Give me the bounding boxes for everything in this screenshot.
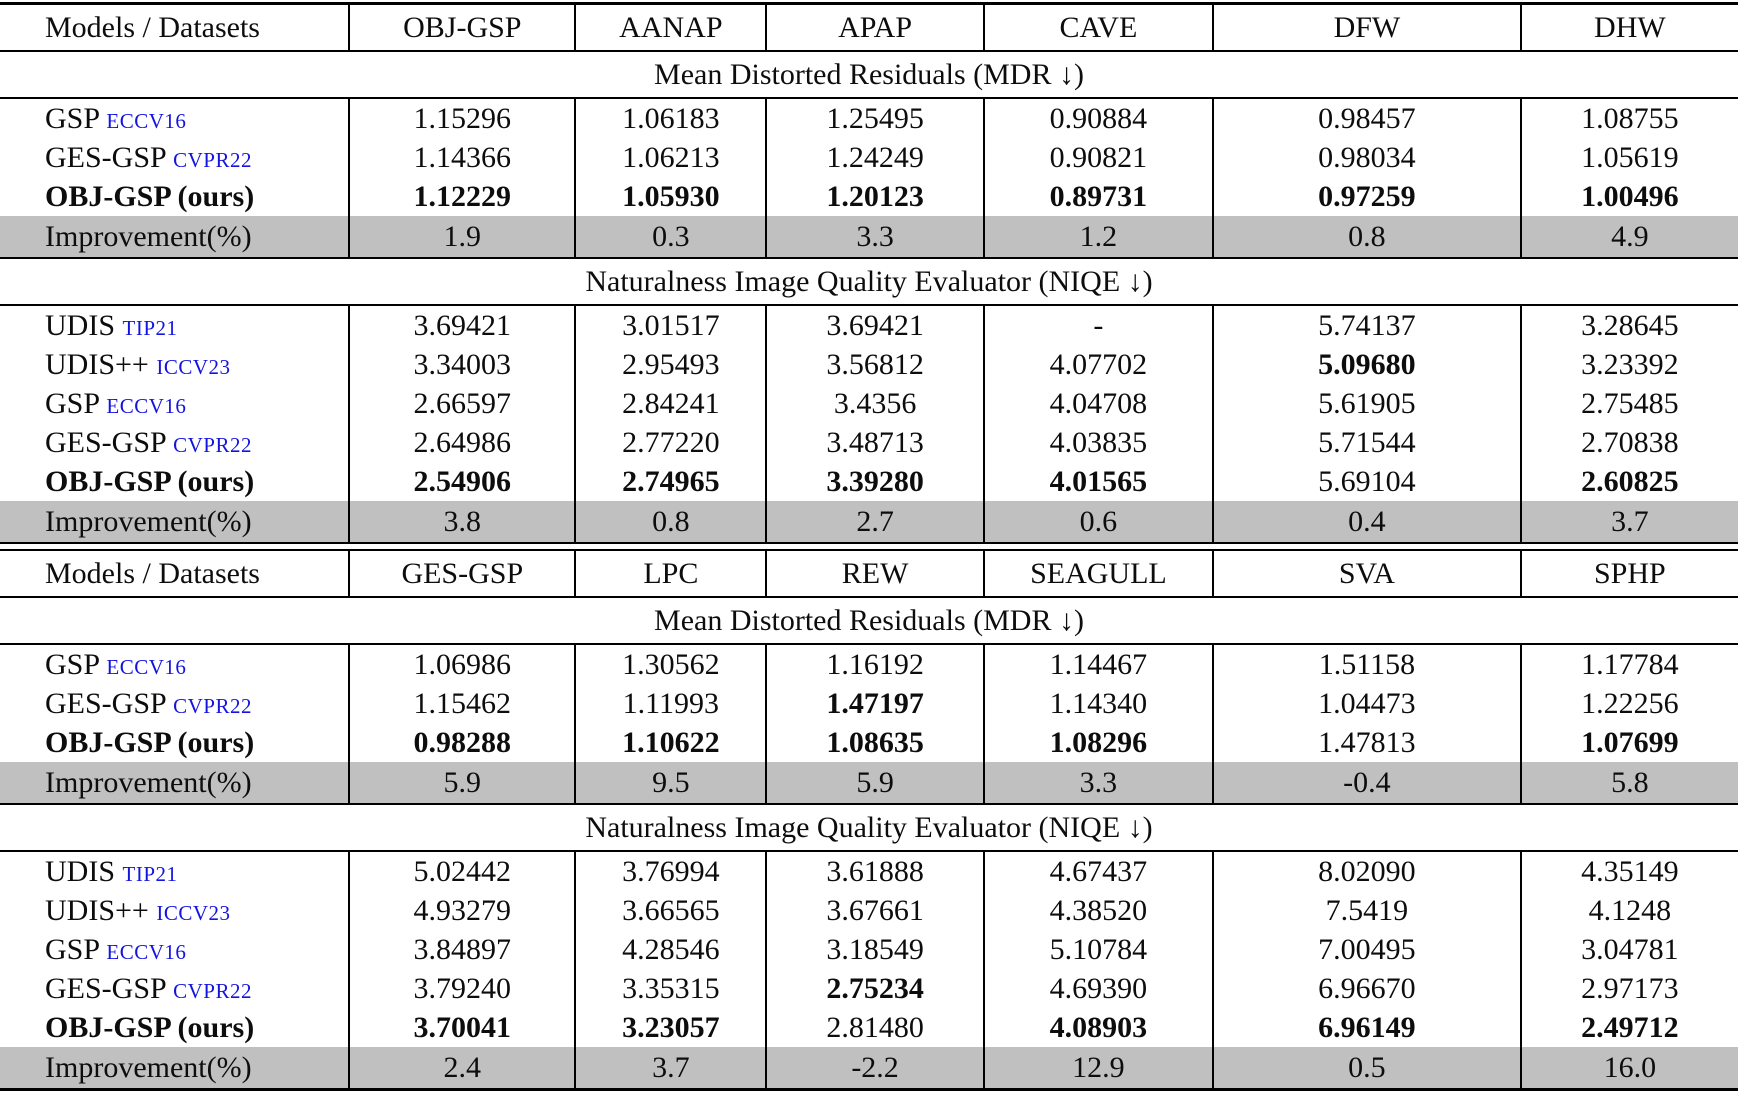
metric-value: 4.35149 bbox=[1521, 851, 1738, 891]
model-cell bbox=[0, 98, 349, 138]
metric-value: 1.47197 bbox=[766, 684, 983, 723]
model-cell bbox=[0, 305, 349, 345]
improvement-value: -2.2 bbox=[766, 1047, 983, 1090]
metric-value: 1.11993 bbox=[575, 684, 766, 723]
model-name: GSP bbox=[45, 647, 99, 681]
metric-value: 1.04473 bbox=[1213, 684, 1521, 723]
metric-value: 4.1248 bbox=[1521, 891, 1738, 930]
metric-value: 1.17784 bbox=[1521, 644, 1738, 684]
metric-value: 1.07699 bbox=[1521, 723, 1738, 762]
metric-value: 3.76994 bbox=[575, 851, 766, 891]
improvement-value: 4.9 bbox=[1521, 216, 1738, 258]
metric-value: 3.35315 bbox=[575, 969, 766, 1008]
metric-value: 1.12229 bbox=[349, 177, 575, 216]
venue-tag: ICCV23 bbox=[156, 900, 231, 925]
model-name: UDIS++ bbox=[45, 347, 149, 381]
venue-tag: ICCV23 bbox=[156, 354, 231, 379]
table-row bbox=[0, 98, 1738, 138]
metric-value: 0.98457 bbox=[1213, 98, 1521, 138]
improvement-row bbox=[0, 762, 1738, 804]
model-name: GSP bbox=[45, 932, 99, 966]
model-cell bbox=[0, 723, 349, 762]
metric-value: 3.28645 bbox=[1521, 305, 1738, 345]
metric-value: 3.23392 bbox=[1521, 345, 1738, 384]
metric-value: 3.01517 bbox=[575, 305, 766, 345]
model-cell bbox=[0, 891, 349, 930]
metric-value: 1.16192 bbox=[766, 644, 983, 684]
improvement-value: 0.3 bbox=[575, 216, 766, 258]
metric-value: 3.70041 bbox=[349, 1008, 575, 1047]
section-title-row bbox=[0, 597, 1738, 644]
metric-value: 2.64986 bbox=[349, 423, 575, 462]
venue-tag: TIP21 bbox=[122, 315, 178, 340]
improvement-value: 3.7 bbox=[575, 1047, 766, 1090]
venue-tag: ECCV16 bbox=[106, 654, 187, 679]
table-row bbox=[0, 384, 1738, 423]
table-row bbox=[0, 177, 1738, 216]
metric-value: 3.34003 bbox=[349, 345, 575, 384]
metric-value: 1.47813 bbox=[1213, 723, 1521, 762]
metric-value: 1.05930 bbox=[575, 177, 766, 216]
metric-value: 3.4356 bbox=[766, 384, 983, 423]
table-row bbox=[0, 345, 1738, 384]
improvement-value: 3.7 bbox=[1521, 501, 1738, 543]
venue-tag: CVPR22 bbox=[173, 693, 252, 718]
venue-tag: ECCV16 bbox=[106, 939, 187, 964]
column-header: DHW bbox=[1521, 4, 1738, 52]
metric-value: 1.30562 bbox=[575, 644, 766, 684]
metric-value: 3.23057 bbox=[575, 1008, 766, 1047]
model-cell bbox=[0, 177, 349, 216]
metric-value: - bbox=[984, 305, 1213, 345]
metric-value: 4.08903 bbox=[984, 1008, 1213, 1047]
metric-value: 1.14366 bbox=[349, 138, 575, 177]
metric-value: 1.08755 bbox=[1521, 98, 1738, 138]
header-row bbox=[0, 4, 1738, 52]
venue-tag: CVPR22 bbox=[173, 432, 252, 457]
metric-value: 4.28546 bbox=[575, 930, 766, 969]
venue-tag: CVPR22 bbox=[173, 147, 252, 172]
venue-tag: ECCV16 bbox=[106, 108, 187, 133]
improvement-value: 0.4 bbox=[1213, 501, 1521, 543]
metric-value: 1.10622 bbox=[575, 723, 766, 762]
metric-value: 2.70838 bbox=[1521, 423, 1738, 462]
column-header: REW bbox=[766, 550, 983, 597]
model-cell bbox=[0, 138, 349, 177]
improvement-value: 12.9 bbox=[984, 1047, 1213, 1090]
metric-value: 1.05619 bbox=[1521, 138, 1738, 177]
column-header: CAVE bbox=[984, 4, 1213, 52]
metric-value: 6.96149 bbox=[1213, 1008, 1521, 1047]
comparison-table-2 bbox=[0, 549, 1738, 1091]
table-row bbox=[0, 851, 1738, 891]
comparison-table-1 bbox=[0, 2, 1738, 544]
metric-value: 8.02090 bbox=[1213, 851, 1521, 891]
improvement-label: Improvement(%) bbox=[0, 501, 349, 543]
metric-value: 2.66597 bbox=[349, 384, 575, 423]
metric-value: 4.03835 bbox=[984, 423, 1213, 462]
metric-value: 4.93279 bbox=[349, 891, 575, 930]
metric-value: 0.90884 bbox=[984, 98, 1213, 138]
metric-value: 1.20123 bbox=[766, 177, 983, 216]
metric-value: 4.69390 bbox=[984, 969, 1213, 1008]
column-header: GES-GSP bbox=[349, 550, 575, 597]
metric-value: 3.48713 bbox=[766, 423, 983, 462]
metric-value: 2.75485 bbox=[1521, 384, 1738, 423]
metric-value: 5.61905 bbox=[1213, 384, 1521, 423]
improvement-value: 5.8 bbox=[1521, 762, 1738, 804]
model-cell bbox=[0, 1008, 349, 1047]
column-header: LPC bbox=[575, 550, 766, 597]
improvement-value: 2.7 bbox=[766, 501, 983, 543]
metric-value: 3.61888 bbox=[766, 851, 983, 891]
metric-value: 4.67437 bbox=[984, 851, 1213, 891]
metric-value: 2.97173 bbox=[1521, 969, 1738, 1008]
column-header: AANAP bbox=[575, 4, 766, 52]
column-header: SPHP bbox=[1521, 550, 1738, 597]
improvement-label: Improvement(%) bbox=[0, 762, 349, 804]
metric-value: 2.84241 bbox=[575, 384, 766, 423]
improvement-value: 16.0 bbox=[1521, 1047, 1738, 1090]
improvement-value: 1.9 bbox=[349, 216, 575, 258]
improvement-value: 5.9 bbox=[349, 762, 575, 804]
model-cell bbox=[0, 684, 349, 723]
metric-value: 2.54906 bbox=[349, 462, 575, 501]
improvement-row bbox=[0, 501, 1738, 543]
model-name: OBJ-GSP (ours) bbox=[45, 725, 255, 759]
model-name: GES-GSP bbox=[45, 140, 166, 174]
improvement-value: 5.9 bbox=[766, 762, 983, 804]
metric-value: 2.95493 bbox=[575, 345, 766, 384]
column-header: DFW bbox=[1213, 4, 1521, 52]
metric-value: 5.09680 bbox=[1213, 345, 1521, 384]
model-name: OBJ-GSP (ours) bbox=[45, 464, 255, 498]
improvement-row bbox=[0, 1047, 1738, 1090]
model-name: UDIS bbox=[45, 854, 116, 888]
metric-value: 1.06213 bbox=[575, 138, 766, 177]
metric-value: 3.39280 bbox=[766, 462, 983, 501]
corner-header: Models / Datasets bbox=[0, 550, 349, 597]
improvement-value: 3.3 bbox=[766, 216, 983, 258]
improvement-value: 1.2 bbox=[984, 216, 1213, 258]
metric-value: 5.69104 bbox=[1213, 462, 1521, 501]
improvement-value: 3.8 bbox=[349, 501, 575, 543]
model-name: OBJ-GSP (ours) bbox=[45, 1010, 255, 1044]
model-name: GSP bbox=[45, 386, 99, 420]
metric-value: 1.51158 bbox=[1213, 644, 1521, 684]
table-row bbox=[0, 723, 1738, 762]
model-name: GSP bbox=[45, 101, 99, 135]
improvement-value: 0.8 bbox=[575, 501, 766, 543]
metric-value: 3.56812 bbox=[766, 345, 983, 384]
model-name: GES-GSP bbox=[45, 425, 166, 459]
model-name: UDIS++ bbox=[45, 893, 149, 927]
improvement-label: Improvement(%) bbox=[0, 1047, 349, 1090]
metric-value: 4.01565 bbox=[984, 462, 1213, 501]
metric-value: 3.79240 bbox=[349, 969, 575, 1008]
section-title: Naturalness Image Quality Evaluator (NIQE ↓) bbox=[0, 804, 1738, 851]
improvement-value: 9.5 bbox=[575, 762, 766, 804]
metric-value: 2.60825 bbox=[1521, 462, 1738, 501]
improvement-value: 0.5 bbox=[1213, 1047, 1521, 1090]
venue-tag: ECCV16 bbox=[106, 393, 187, 418]
model-cell bbox=[0, 851, 349, 891]
model-name: GES-GSP bbox=[45, 971, 166, 1005]
model-name: OBJ-GSP (ours) bbox=[45, 179, 255, 213]
metric-value: 3.67661 bbox=[766, 891, 983, 930]
column-header: OBJ-GSP bbox=[349, 4, 575, 52]
metric-value: 1.06183 bbox=[575, 98, 766, 138]
model-cell bbox=[0, 384, 349, 423]
metric-value: 1.08296 bbox=[984, 723, 1213, 762]
metric-value: 1.22256 bbox=[1521, 684, 1738, 723]
table-row bbox=[0, 1008, 1738, 1047]
metric-value: 2.77220 bbox=[575, 423, 766, 462]
metric-value: 0.97259 bbox=[1213, 177, 1521, 216]
corner-header: Models / Datasets bbox=[0, 4, 349, 52]
metric-value: 2.74965 bbox=[575, 462, 766, 501]
section-title-row bbox=[0, 258, 1738, 305]
metric-value: 1.14340 bbox=[984, 684, 1213, 723]
metric-value: 3.69421 bbox=[349, 305, 575, 345]
metric-value: 3.18549 bbox=[766, 930, 983, 969]
metric-value: 7.5419 bbox=[1213, 891, 1521, 930]
column-header: APAP bbox=[766, 4, 983, 52]
metric-value: 1.15296 bbox=[349, 98, 575, 138]
metric-value: 2.81480 bbox=[766, 1008, 983, 1047]
column-header: SEAGULL bbox=[984, 550, 1213, 597]
model-name: GES-GSP bbox=[45, 686, 166, 720]
metric-value: 1.24249 bbox=[766, 138, 983, 177]
improvement-value: 3.3 bbox=[984, 762, 1213, 804]
metric-value: 1.00496 bbox=[1521, 177, 1738, 216]
metric-value: 1.06986 bbox=[349, 644, 575, 684]
table-row bbox=[0, 969, 1738, 1008]
improvement-value: 2.4 bbox=[349, 1047, 575, 1090]
improvement-value: 0.8 bbox=[1213, 216, 1521, 258]
table-row bbox=[0, 138, 1738, 177]
table-row bbox=[0, 462, 1738, 501]
metric-value: 0.98288 bbox=[349, 723, 575, 762]
metric-value: 5.02442 bbox=[349, 851, 575, 891]
metric-value: 0.98034 bbox=[1213, 138, 1521, 177]
model-cell bbox=[0, 930, 349, 969]
table-row bbox=[0, 684, 1738, 723]
metric-value: 3.04781 bbox=[1521, 930, 1738, 969]
venue-tag: CVPR22 bbox=[173, 978, 252, 1003]
metric-value: 4.07702 bbox=[984, 345, 1213, 384]
metric-value: 2.75234 bbox=[766, 969, 983, 1008]
section-title: Mean Distorted Residuals (MDR ↓) bbox=[0, 51, 1738, 98]
table-row bbox=[0, 423, 1738, 462]
metric-value: 1.15462 bbox=[349, 684, 575, 723]
header-row bbox=[0, 550, 1738, 597]
metric-value: 5.10784 bbox=[984, 930, 1213, 969]
improvement-label: Improvement(%) bbox=[0, 216, 349, 258]
column-header: SVA bbox=[1213, 550, 1521, 597]
metric-value: 1.25495 bbox=[766, 98, 983, 138]
improvement-value: -0.4 bbox=[1213, 762, 1521, 804]
section-title-row bbox=[0, 51, 1738, 98]
table-row bbox=[0, 305, 1738, 345]
metric-value: 5.71544 bbox=[1213, 423, 1521, 462]
section-title-row bbox=[0, 804, 1738, 851]
improvement-row bbox=[0, 216, 1738, 258]
metric-value: 2.49712 bbox=[1521, 1008, 1738, 1047]
table-row bbox=[0, 930, 1738, 969]
metric-value: 1.08635 bbox=[766, 723, 983, 762]
metric-value: 4.38520 bbox=[984, 891, 1213, 930]
venue-tag: TIP21 bbox=[122, 861, 178, 886]
metric-value: 5.74137 bbox=[1213, 305, 1521, 345]
model-cell bbox=[0, 462, 349, 501]
section-title: Mean Distorted Residuals (MDR ↓) bbox=[0, 597, 1738, 644]
table-row bbox=[0, 891, 1738, 930]
metric-value: 6.96670 bbox=[1213, 969, 1521, 1008]
metric-value: 3.66565 bbox=[575, 891, 766, 930]
metric-value: 7.00495 bbox=[1213, 930, 1521, 969]
metric-value: 4.04708 bbox=[984, 384, 1213, 423]
metric-value: 0.90821 bbox=[984, 138, 1213, 177]
model-cell bbox=[0, 423, 349, 462]
metric-value: 3.84897 bbox=[349, 930, 575, 969]
model-cell bbox=[0, 969, 349, 1008]
metric-value: 3.69421 bbox=[766, 305, 983, 345]
model-name: UDIS bbox=[45, 308, 116, 342]
metric-value: 1.14467 bbox=[984, 644, 1213, 684]
model-cell bbox=[0, 345, 349, 384]
improvement-value: 0.6 bbox=[984, 501, 1213, 543]
table-row bbox=[0, 644, 1738, 684]
model-cell bbox=[0, 644, 349, 684]
metric-value: 0.89731 bbox=[984, 177, 1213, 216]
section-title: Naturalness Image Quality Evaluator (NIQE ↓) bbox=[0, 258, 1738, 305]
